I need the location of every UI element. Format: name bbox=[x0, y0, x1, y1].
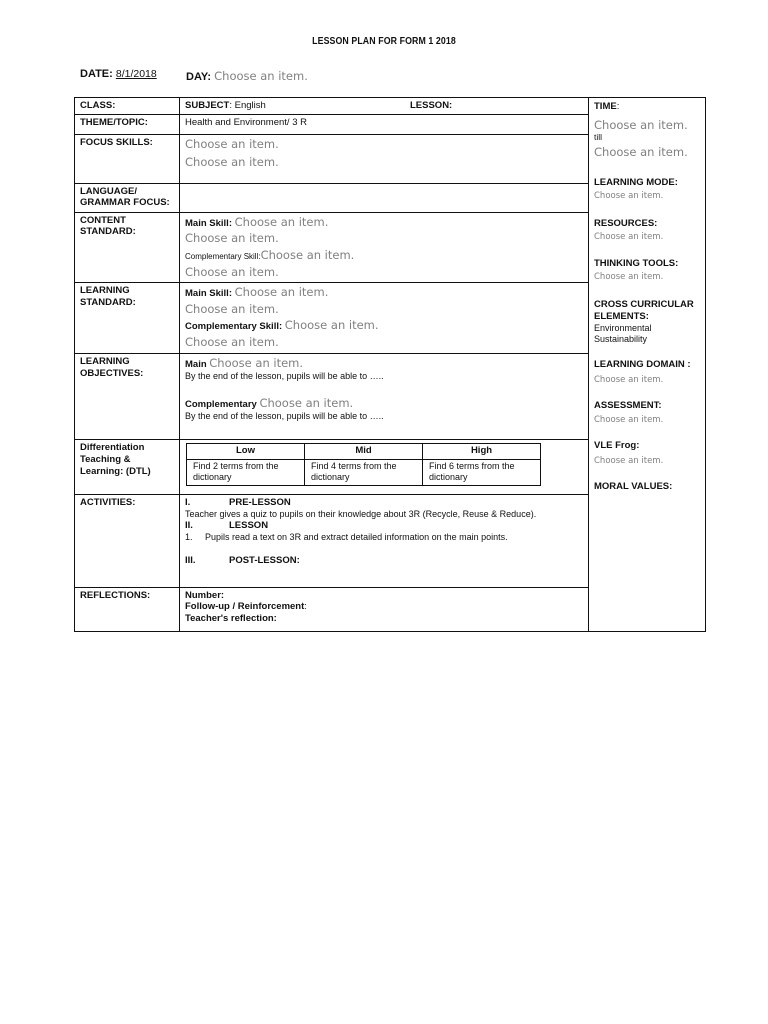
cs-main-skill-label: Main Skill: bbox=[185, 217, 232, 229]
day-field bbox=[186, 69, 308, 83]
lesson-number: II. bbox=[185, 519, 193, 531]
pre-lesson-number: I. bbox=[185, 496, 191, 508]
cross-curricular-value[interactable]: Environmental Sustainability bbox=[594, 322, 652, 344]
moral-values-label: MORAL VALUES: bbox=[594, 480, 673, 492]
dtl-header-high: High bbox=[423, 444, 541, 459]
content-standard-label: CONTENT STANDARD: bbox=[75, 212, 180, 283]
post-lesson-title: POST-LESSON: bbox=[229, 555, 300, 567]
activities-cell bbox=[180, 494, 589, 587]
time-field bbox=[594, 101, 700, 113]
obj-main-text[interactable]: By the end of the lesson, pupils will be able to ….. bbox=[185, 370, 384, 381]
obj-main-dropdown[interactable]: Choose an item. bbox=[209, 355, 304, 370]
lesson-text[interactable]: 1. Pupils read a text on 3R and extract detailed information on the main points. bbox=[185, 531, 508, 542]
cross-curricular-label: CROSS CURRICULAR ELEMENTS: bbox=[594, 298, 694, 322]
dtl-cell-low[interactable]: Find 2 terms from the dictionary bbox=[187, 459, 305, 485]
content-standard-cell bbox=[180, 212, 589, 283]
obj-comp-dropdown[interactable]: Choose an item. bbox=[259, 395, 354, 410]
reflection-followup-colon: : bbox=[304, 601, 307, 613]
subject-label: SUBJECT bbox=[185, 100, 230, 111]
thinking-tools-block bbox=[594, 258, 700, 283]
assessment-dropdown[interactable]: Choose an item. bbox=[594, 415, 664, 426]
theme-value[interactable]: Health and Environment/ 3 R bbox=[180, 115, 589, 135]
date-value[interactable]: 8/1/2018 bbox=[115, 68, 157, 80]
learning-objectives-cell bbox=[180, 353, 589, 440]
page-title: LESSON PLAN FOR FORM 1 2018 bbox=[312, 36, 456, 47]
day-label: DAY: bbox=[186, 71, 212, 83]
ls-comp-skill-dropdown[interactable]: Choose an item. bbox=[284, 318, 379, 333]
cross-curricular-block bbox=[594, 299, 700, 345]
focus-skill-2-dropdown[interactable]: Choose an item. bbox=[185, 154, 279, 169]
moral-values-block bbox=[594, 481, 700, 493]
focus-skill-1-dropdown[interactable]: Choose an item. bbox=[185, 137, 279, 152]
reflection-teacher-label: Teacher's reflection: bbox=[185, 613, 277, 625]
dtl-cell-mid[interactable]: Find 4 terms from the dictionary bbox=[305, 459, 423, 485]
reflection-followup-label: Follow-up / Reinforcement bbox=[185, 601, 305, 613]
learning-objectives-label: LEARNING OBJECTIVES: bbox=[75, 353, 180, 440]
focus-skills-cell bbox=[180, 135, 589, 183]
class-label: CLASS: bbox=[75, 98, 180, 115]
time-colon: : bbox=[616, 101, 620, 112]
ls-main-skill-dropdown[interactable]: Choose an item. bbox=[234, 285, 329, 300]
activities-label: ACTIVITIES: bbox=[75, 494, 180, 587]
learning-standard-cell bbox=[180, 283, 589, 354]
ls-main-skill-2-dropdown[interactable]: Choose an item. bbox=[185, 301, 279, 316]
dtl-header-low: Low bbox=[187, 444, 305, 459]
date-field bbox=[80, 68, 157, 80]
learning-domain-dropdown[interactable]: Choose an item. bbox=[594, 374, 664, 385]
learning-domain-block bbox=[594, 359, 700, 386]
thinking-tools-label: THINKING TOOLS: bbox=[594, 258, 679, 270]
time-end-dropdown[interactable]: Choose an item. bbox=[594, 144, 688, 159]
reflection-number-label: Number: bbox=[185, 589, 225, 601]
lesson-plan-table bbox=[74, 97, 706, 632]
learning-mode-label: LEARNING MODE: bbox=[594, 177, 678, 189]
resources-block bbox=[594, 218, 700, 243]
dtl-header-mid: Mid bbox=[305, 444, 423, 459]
dtl-cell bbox=[180, 440, 589, 494]
thinking-tools-dropdown[interactable]: Choose an item. bbox=[594, 272, 664, 283]
vle-block bbox=[594, 440, 700, 467]
ls-comp-skill-label: Complementary Skill: bbox=[185, 321, 283, 333]
dtl-cell-high[interactable]: Find 6 terms from the dictionary bbox=[423, 459, 541, 485]
dtl-table bbox=[186, 443, 541, 486]
date-label: DATE: bbox=[80, 68, 113, 80]
obj-main-label: Main bbox=[185, 358, 207, 370]
pre-lesson-text[interactable]: Teacher gives a quiz to pupils on their knowledge about 3R (Recycle, Reuse & Reduce). bbox=[185, 508, 537, 519]
post-lesson-heading bbox=[185, 555, 583, 567]
learning-mode-dropdown[interactable]: Choose an item. bbox=[594, 191, 664, 202]
pre-lesson-heading bbox=[185, 497, 583, 509]
language-focus-value[interactable] bbox=[180, 183, 589, 212]
cs-comp-skill-2-dropdown[interactable]: Choose an item. bbox=[185, 264, 279, 279]
resources-dropdown[interactable]: Choose an item. bbox=[594, 231, 664, 242]
lesson-title: LESSON bbox=[229, 519, 269, 531]
subject-value[interactable]: : English bbox=[229, 100, 266, 111]
time-label: TIME bbox=[594, 101, 617, 112]
pre-lesson-title: PRE-LESSON bbox=[229, 496, 291, 508]
reflections-cell bbox=[180, 587, 589, 631]
assessment-label: ASSESSMENT: bbox=[594, 399, 662, 411]
ls-comp-skill-2-dropdown[interactable]: Choose an item. bbox=[185, 335, 279, 350]
right-info-column bbox=[589, 98, 706, 632]
till-label: till bbox=[594, 132, 603, 143]
learning-standard-label: LEARNING STANDARD: bbox=[75, 283, 180, 354]
focus-skills-label: FOCUS SKILLS: bbox=[75, 135, 180, 183]
vle-label: VLE Frog: bbox=[594, 440, 640, 451]
subject-lesson-cell bbox=[180, 98, 589, 115]
reflections-label: REFLECTIONS: bbox=[75, 587, 180, 631]
cs-comp-skill-label: Complementary Skill: bbox=[185, 251, 261, 261]
day-dropdown[interactable]: Choose an item. bbox=[214, 69, 308, 83]
learning-mode-block bbox=[594, 177, 700, 202]
obj-comp-text[interactable]: By the end of the lesson, pupils will be able to ….. bbox=[185, 410, 384, 421]
ls-main-skill-label: Main Skill: bbox=[185, 288, 232, 300]
cs-main-skill-2-dropdown[interactable]: Choose an item. bbox=[185, 231, 279, 246]
theme-label: THEME/TOPIC: bbox=[75, 115, 180, 135]
language-focus-label: LANGUAGE/ GRAMMAR FOCUS: bbox=[75, 183, 180, 212]
lesson-heading bbox=[185, 520, 583, 532]
learning-domain-label: LEARNING DOMAIN : bbox=[594, 359, 691, 370]
cs-main-skill-dropdown[interactable]: Choose an item. bbox=[234, 214, 329, 229]
resources-label: RESOURCES: bbox=[594, 217, 658, 229]
cs-comp-skill-dropdown[interactable]: Choose an item. bbox=[260, 247, 355, 262]
time-start-dropdown[interactable]: Choose an item. bbox=[594, 117, 688, 132]
vle-dropdown[interactable]: Choose an item. bbox=[594, 455, 664, 466]
dtl-label: Differentiation Teaching & Learning: (DTL) bbox=[75, 440, 180, 494]
obj-comp-label: Complementary bbox=[185, 398, 257, 410]
post-lesson-number: III. bbox=[185, 555, 196, 567]
lesson-label: LESSON: bbox=[410, 100, 453, 111]
assessment-block bbox=[594, 400, 700, 427]
